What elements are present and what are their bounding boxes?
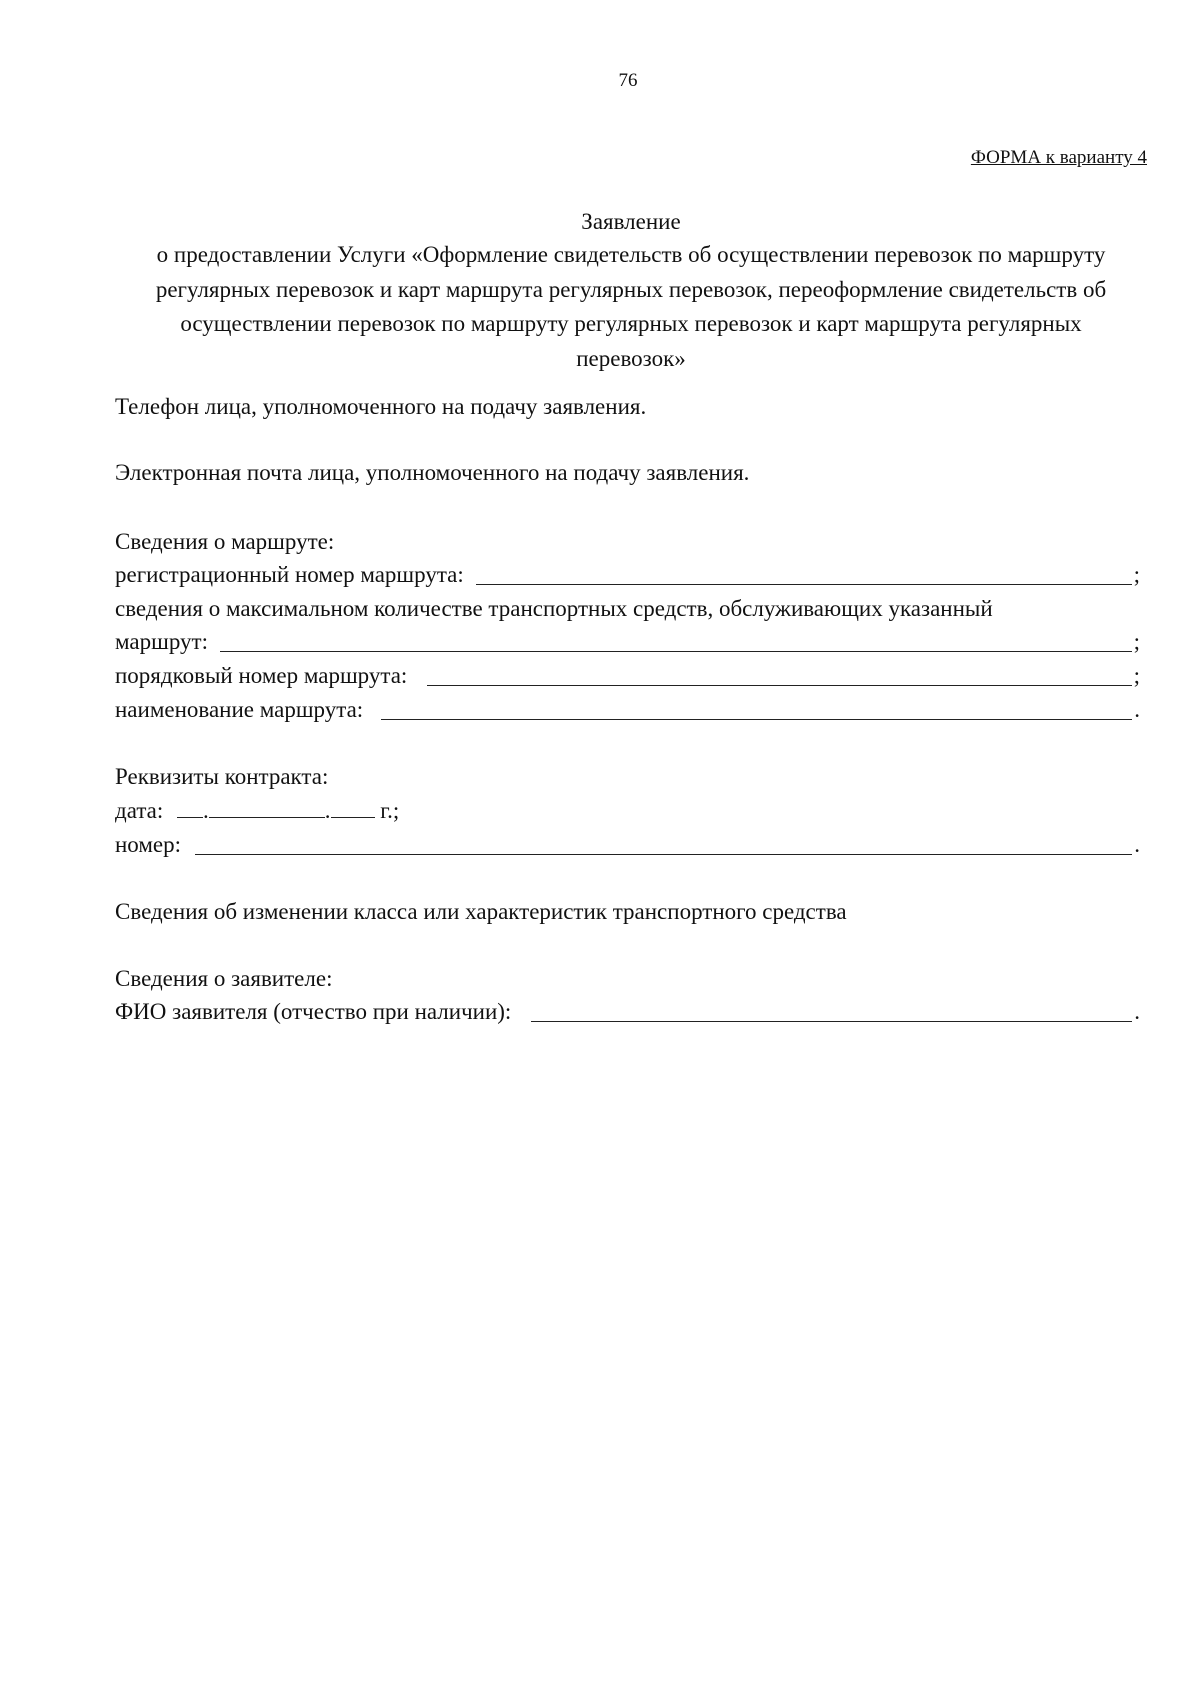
year-suffix: г.; xyxy=(380,798,400,823)
route-serial-number-field[interactable] xyxy=(115,661,1140,691)
field-end-punct: . xyxy=(1134,999,1140,1024)
field-label: маршрут: xyxy=(115,629,208,654)
field-label: наименование маршрута: xyxy=(115,697,364,722)
field-end-punct: ; xyxy=(1133,663,1140,688)
day-blank[interactable] xyxy=(177,797,203,818)
year-blank[interactable] xyxy=(331,797,375,818)
input-blank[interactable] xyxy=(220,629,1132,652)
route-heading: Сведения о маршруте: xyxy=(115,529,335,554)
subtitle-line: регулярных перевозок и карт маршрута регулярных перевозок, переоформление свидетельств об xyxy=(155,276,1107,302)
route-name-field[interactable] xyxy=(115,695,1140,725)
input-blank[interactable] xyxy=(427,663,1131,686)
applicant-fio-field[interactable] xyxy=(115,997,1140,1027)
input-blank[interactable] xyxy=(195,832,1132,855)
date-label: дата: xyxy=(115,798,164,823)
applicant-heading: Сведения о заявителе: xyxy=(115,966,333,991)
vehicle-change-label: Сведения об изменении класса или характеристик транспортного средства xyxy=(115,899,847,924)
document-subtitle xyxy=(116,238,1146,376)
field-label: регистрационный номер маршрута: xyxy=(115,562,464,587)
date-dot: . xyxy=(203,798,209,823)
field-end-punct: . xyxy=(1134,697,1140,722)
document-title: Заявление xyxy=(581,209,681,234)
route-reg-number-field[interactable] xyxy=(115,560,1140,590)
max-vehicles-label: сведения о максимальном количестве транспортных средств, обслуживающих указанный xyxy=(115,596,993,621)
input-blank[interactable] xyxy=(531,999,1132,1022)
page-number: 76 xyxy=(618,70,638,91)
form-reference: ФОРМА к варианту 4 xyxy=(970,147,1147,168)
subtitle-line: осуществлении перевозок по маршруту регулярных перевозок и карт маршрута регулярных xyxy=(180,311,1082,336)
contract-date-field[interactable] xyxy=(115,796,399,826)
date-dot: . xyxy=(324,798,331,823)
field-label: номер: xyxy=(115,832,182,857)
phone-label: Телефон лица, уполномоченного на подачу заявления. xyxy=(115,394,647,419)
contract-number-field[interactable] xyxy=(115,830,1140,860)
input-blank[interactable] xyxy=(476,562,1132,585)
field-end-punct: ; xyxy=(1133,562,1140,587)
route-max-vehicles-field[interactable] xyxy=(115,627,1140,657)
subtitle-line: о предоставлении Услуги «Оформление свидетельств об осуществлении перевозок по маршруту xyxy=(156,242,1106,267)
field-label: ФИО заявителя (отчество при наличии): xyxy=(115,999,512,1024)
subtitle-line: перевозок» xyxy=(576,345,686,371)
month-blank[interactable] xyxy=(209,797,325,818)
field-label: порядковый номер маршрута: xyxy=(115,663,408,688)
input-blank[interactable] xyxy=(381,697,1132,720)
field-end-punct: . xyxy=(1134,832,1140,857)
field-end-punct: ; xyxy=(1133,629,1140,654)
contract-heading: Реквизиты контракта: xyxy=(115,764,329,789)
email-label: Электронная почта лица, уполномоченного на подачу заявления. xyxy=(115,460,750,485)
